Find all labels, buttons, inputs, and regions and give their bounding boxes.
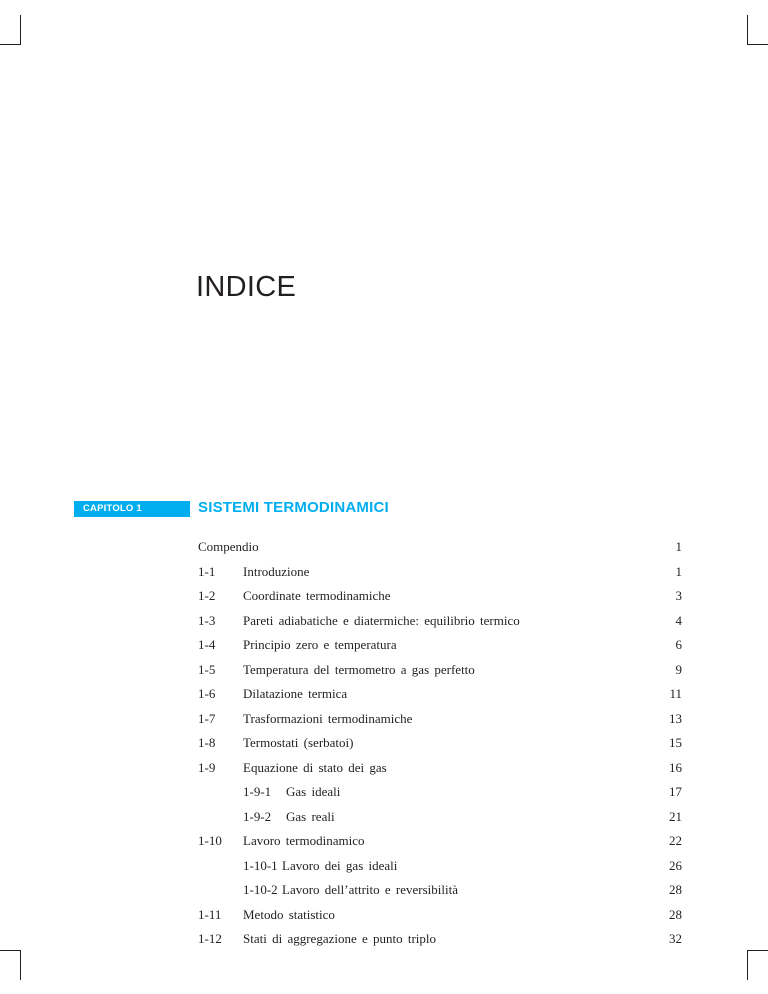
toc-number: 1-10-1 bbox=[243, 857, 278, 873]
toc-number: 1-9-2 bbox=[243, 808, 272, 824]
toc-page: 6 bbox=[675, 637, 682, 652]
toc-row bbox=[198, 903, 682, 928]
toc-title: Lavoro termodinamico bbox=[243, 833, 365, 848]
crop-mark bbox=[0, 950, 21, 951]
toc-row bbox=[198, 584, 682, 609]
toc-page: 15 bbox=[669, 735, 682, 750]
crop-mark bbox=[747, 950, 768, 951]
toc-title: Temperatura del termometro a gas perfetto bbox=[243, 661, 475, 677]
toc-page: 21 bbox=[669, 808, 682, 824]
toc-row bbox=[198, 878, 682, 903]
toc-page: 16 bbox=[669, 759, 682, 775]
crop-mark bbox=[747, 44, 768, 45]
toc-number: 1-6 bbox=[198, 686, 216, 701]
toc-number: 1-4 bbox=[198, 637, 216, 652]
toc-title: Termostati (serbatoi) bbox=[243, 735, 354, 750]
toc-page: 28 bbox=[669, 906, 682, 922]
toc-row bbox=[198, 829, 682, 854]
crop-mark bbox=[20, 15, 21, 45]
toc-title: Introduzione bbox=[243, 563, 310, 579]
toc-number: 1-9 bbox=[198, 759, 216, 775]
toc-row bbox=[198, 756, 682, 781]
chapter-tab bbox=[74, 501, 190, 517]
toc-page: 26 bbox=[669, 857, 682, 873]
toc-title: Dilatazione termica bbox=[243, 686, 348, 701]
toc-row bbox=[198, 609, 682, 634]
toc-number: 1-10 bbox=[198, 833, 222, 848]
toc-row bbox=[198, 854, 682, 879]
toc-page: 32 bbox=[669, 931, 682, 946]
toc-number: 1-1 bbox=[198, 563, 216, 579]
page-title: INDICE bbox=[196, 271, 297, 304]
toc-title: Gas reali bbox=[286, 808, 335, 824]
chapter-title: SISTEMI TERMODINAMICI bbox=[198, 499, 389, 516]
toc-number: 1-9-1 bbox=[243, 784, 272, 799]
toc-row bbox=[198, 633, 682, 658]
toc-title: Lavoro dell’attrito e reversibilità bbox=[282, 882, 459, 897]
toc-number: 1-8 bbox=[198, 735, 216, 750]
toc-title: Pareti adiabatiche e diatermiche: equilibrio termico bbox=[243, 612, 520, 628]
toc-number: 1-3 bbox=[198, 612, 216, 628]
toc-page: 17 bbox=[669, 784, 682, 799]
toc-title: Equazione di stato dei gas bbox=[243, 759, 387, 775]
toc-page: 22 bbox=[669, 833, 682, 848]
toc-title: Compendio bbox=[198, 539, 259, 554]
toc-row bbox=[198, 805, 682, 830]
crop-mark bbox=[747, 15, 748, 45]
chapter-tab-label: CAPITOLO 1 bbox=[83, 503, 142, 514]
toc-number: 1-12 bbox=[198, 931, 222, 946]
toc-number: 1-7 bbox=[198, 710, 216, 726]
toc-row bbox=[198, 780, 682, 805]
toc-page: 9 bbox=[675, 661, 682, 677]
toc-number: 1-10-2 bbox=[243, 882, 278, 897]
toc-page: 3 bbox=[675, 588, 682, 603]
toc-page: 4 bbox=[675, 612, 682, 628]
toc-number: 1-11 bbox=[198, 906, 222, 922]
toc-page: 1 bbox=[675, 563, 682, 579]
crop-mark bbox=[0, 44, 21, 45]
toc-title: Trasformazioni termodinamiche bbox=[243, 710, 413, 726]
crop-mark bbox=[20, 950, 21, 980]
toc-page: 13 bbox=[669, 710, 682, 726]
toc-page: 1 bbox=[675, 539, 682, 554]
toc-title: Principio zero e temperatura bbox=[243, 637, 397, 652]
toc-title: Stati di aggregazione e punto triplo bbox=[243, 931, 437, 946]
toc-title: Coordinate termodinamiche bbox=[243, 588, 391, 603]
toc-row bbox=[198, 707, 682, 732]
crop-mark bbox=[747, 950, 748, 980]
toc-title: Metodo statistico bbox=[243, 906, 335, 922]
toc-page: 11 bbox=[669, 686, 682, 701]
toc-number: 1-5 bbox=[198, 661, 216, 677]
toc-row bbox=[198, 731, 682, 756]
toc-page: 28 bbox=[669, 882, 682, 897]
toc-row bbox=[198, 560, 682, 585]
toc-row bbox=[198, 658, 682, 683]
toc-number: 1-2 bbox=[198, 588, 216, 603]
toc-title: Lavoro dei gas ideali bbox=[282, 857, 398, 873]
toc-row bbox=[198, 535, 682, 560]
toc-row bbox=[198, 682, 682, 707]
toc-row bbox=[198, 927, 682, 952]
toc-title: Gas ideali bbox=[286, 784, 341, 799]
table-of-contents bbox=[198, 535, 682, 952]
